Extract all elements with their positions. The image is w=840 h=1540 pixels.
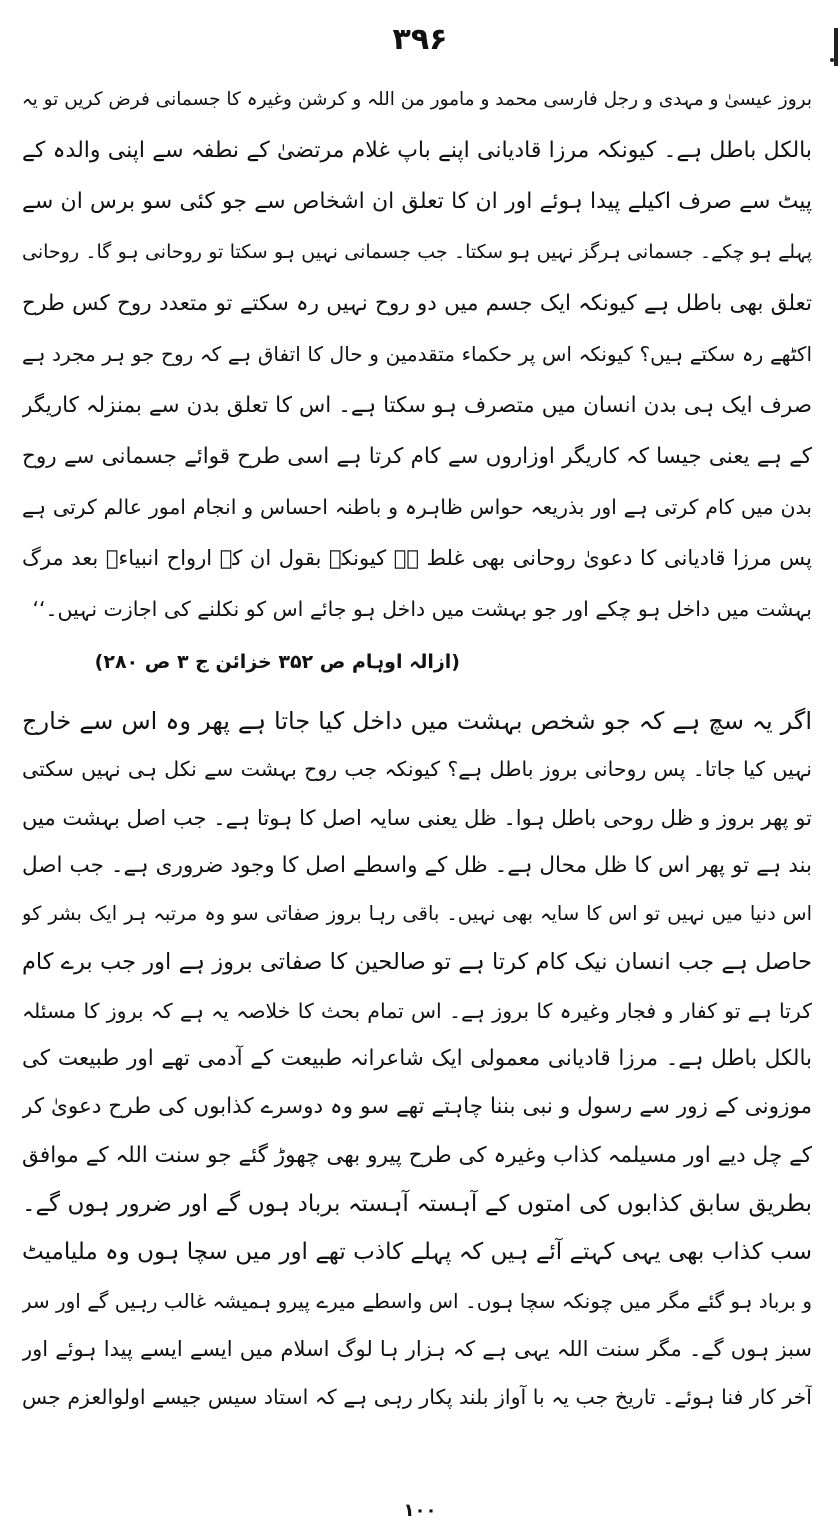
text-line: بالکل باطل ہے۔ کیونکہ مرزا قادیانی اپنے باپ غلام مرتضیٰ کے نطفہ سے اپنی والدہ کے [22, 138, 812, 163]
text-line: بالکل باطل ہے۔ مرزا قادیانی معمولی ایک شاعرانہ طبیعت کے آدمی تھے اور طبیعت کی [22, 1046, 812, 1072]
text-line: سب کذاب بھی یہی کہتے آئے ہیں کہ پہلے کاذب تھے اور میں سچا ہوں وہ ملیامیٹ [22, 1239, 812, 1266]
text-line: سبز ہوں گے۔ مگر سنت اللہ یہی ہے کہ ہزار ہا لوگ اسلام میں ایسے ایسے پیدا ہوئے اور [22, 1336, 812, 1361]
text-line: حاصل ہے جب انسان نیک کام کرتا ہے تو صالحین کا صفاتی بروز ہے اور جب برے کام [22, 949, 812, 976]
text-line: بہشت میں داخل ہو چکے اور جو بہشت میں داخل ہو جائے اس کو نکلنے کی اجازت نہیں۔‘‘ [32, 597, 812, 621]
paragraph-1 [22, 74, 812, 635]
text-line: تو پھر بروز و ظل روحی باطل ہوا۔ ظل یعنی سایہ اصل کا ہوتا ہے۔ جب اصل بہشت میں [22, 805, 812, 830]
text-line: بروز عیسیٰ و مہدی و رجل فارسی محمد و مامور من اللہ و کرشن وغیرہ کا جسمانی فرض کریں تو یہ [22, 89, 812, 110]
text-line: اکٹھے رہ سکتے ہیں؟ کیونکہ اس پر حکماء متقدمین و حال کا اتفاق ہے کہ روح جو ہر مجرد ہے [22, 342, 812, 366]
text-line: اگر یہ سچ ہے کہ جو شخص بہشت میں داخل کیا جاتا ہے پھر وہ اس سے خارج [22, 707, 812, 735]
citation-reference: (ازالہ اوہام ص ۳۵۲ خزائن ج ۳ ص ۲۸۰) [94, 651, 460, 673]
text-line: کے ہے یعنی جیسا کہ کاریگر اوزاروں سے کام کرتا ہے اسی طرح قوائے جسمانی سے روح [22, 444, 812, 469]
text-line: صرف ایک ہی بدن انسان میں متصرف ہو سکتا ہے۔ اس کا تعلق بدن سے بمنزلہ کاریگر [22, 393, 812, 418]
text-line: تعلق بھی باطل ہے کیونکہ ایک جسم میں دو روح نہیں رہ سکتے تو متعدد روح کس طرح [22, 291, 812, 316]
text-line: و برباد ہو گئے مگر میں چونکہ سچا ہوں۔ اس واسطے میرے پیرو ہمیشہ غالب رہیں گے اور سر [22, 1288, 812, 1313]
text-line: آخر کار فنا ہوئے۔ تاریخ جب یہ با آواز بلند پکار رہی ہے کہ استاد سیس جیسے اولوالعزم جس [22, 1385, 812, 1410]
text-line: پس مرزا قادیانی کا دعویٰ روحانی بھی غلط ہے کیونکہ بقول ان کے ارواح انبیاءؑ بعد مرگ [22, 546, 812, 570]
text-line: پیٹ سے صرف اکیلے پیدا ہوئے اور ان کا تعلق ان اشخاص سے جو کئی سو برس ان سے [22, 189, 812, 214]
footer-number: ۱۰۰ [403, 1500, 437, 1521]
text-line: پہلے ہو چکے۔ جسمانی ہرگز نہیں ہو سکتا۔ جب جسمانی نہیں ہو سکتا تو روحانی ہو گا۔ روحانی [22, 241, 812, 263]
text-line: نہیں کیا جاتا۔ پس روحانی بروز باطل ہے؟ کیونکہ جب روح بہشت سے نکل ہی نہیں سکتی [22, 757, 812, 782]
text-line: موزونی کے زور سے رسول و نبی بننا چاہتے تھے سو وہ دوسرے کذابوں کی طرح دعویٰ کر [22, 1094, 812, 1120]
scan-edge-mark [834, 28, 838, 66]
text-line: بند ہے تو پھر اس کا ظل محال ہے۔ ظل کے واسطے اصل کا وجود ضروری ہے۔ جب اصل [22, 852, 812, 878]
text-line: بطریق سابق کذابوں کی امتوں کے آہستہ آہستہ برباد ہوں گے اور ضرور ہوں گے۔ [22, 1190, 812, 1217]
page-number: ۳۹۶ [392, 22, 448, 57]
text-line: کے چل دیے اور مسیلمہ کذاب وغیرہ کی طرح پیرو بھی چھوڑ گئے جو سنت اللہ کے موافق [22, 1142, 812, 1168]
scan-edge-dot [830, 58, 834, 62]
text-line: بدن میں کام کرتی ہے اور بذریعہ حواس ظاہرہ و باطنہ احساس و انجام امور عالم کرتی ہے [22, 495, 812, 519]
paragraph-2 [22, 697, 812, 1421]
text-line: کرتا ہے تو کفار و فجار وغیرہ کا بروز ہے۔ اس تمام بحث کا خلاصہ یہ ہے کہ بروز کا مسئلہ [22, 998, 812, 1023]
text-line: اس دنیا میں نہیں تو اس کا سایہ بھی نہیں۔ باقی رہا بروز صفاتی سو وہ مرتبہ ہر ایک بشر کو [22, 902, 812, 926]
